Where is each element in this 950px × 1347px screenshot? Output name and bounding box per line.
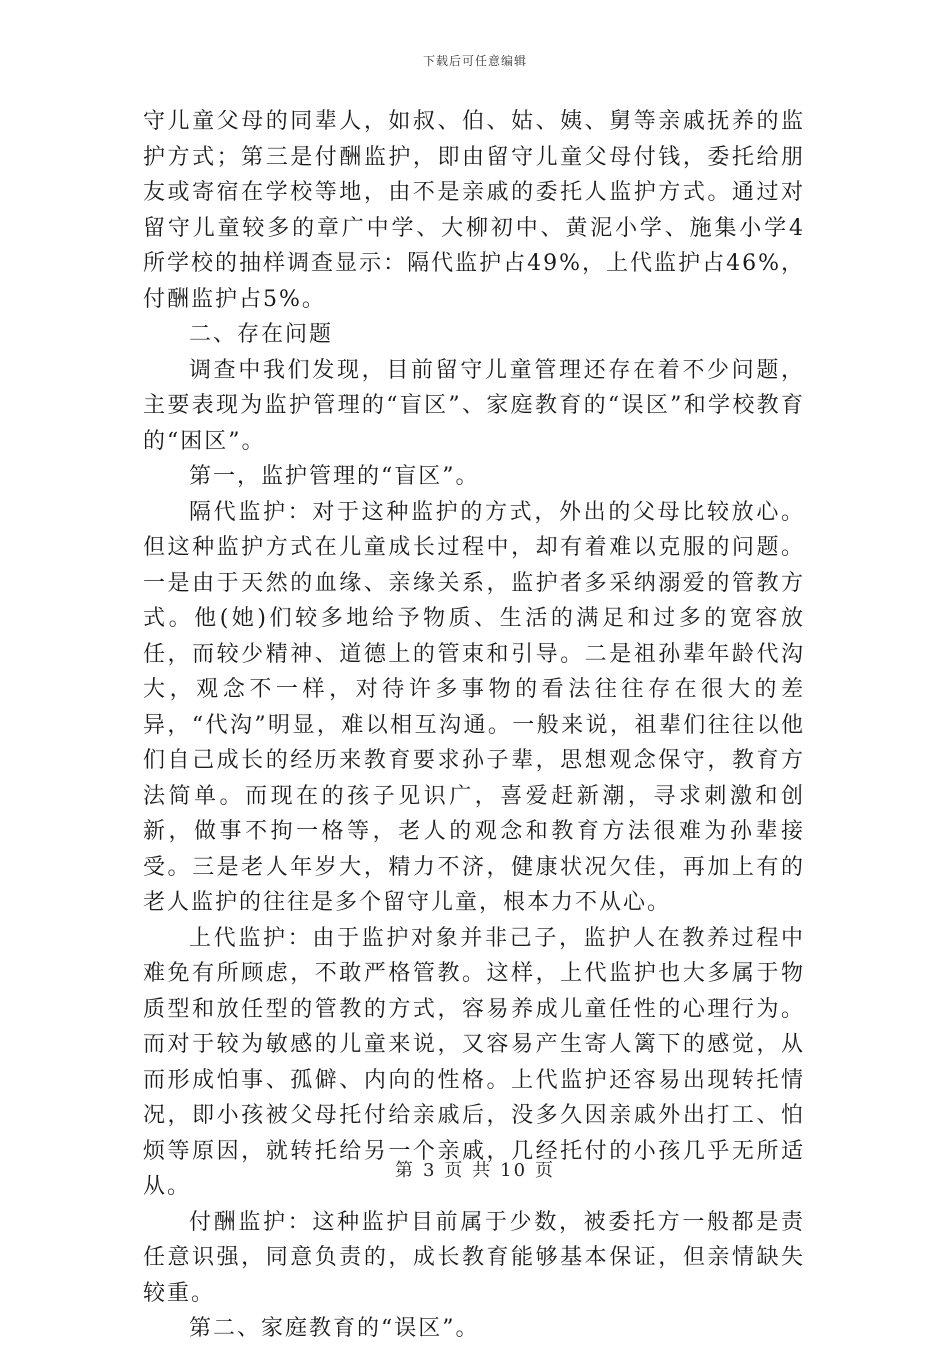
- paragraph-skip-generation-guardianship: 隔代监护：对于这种监护的方式，外出的父母比较放心。但这种监护方式在儿童成长过程中，却有着难以克服的问题。一是由于天然的血缘、亲缘关系，监护者多采纳溺爱的管教方式。他(她)们较多地给予物质、生活的满足和过多的宽容放任，而较少精神、道德上的管束和引导。二是祖孙辈年龄代沟大，观念不一样，对待许多事物的看法往往存在很大的差异，“代沟”明显，难以相互沟通。一般来说，祖辈们往往以他们自己成长的经历来教育要求孙子辈，思想观念保守，教育方法简单。而现在的孩子见识广，喜爱赶新潮，寻求刺激和创新，做事不拘一格等，老人的观念和教育方法很难为孙辈接受。三是老人年岁大，精力不济，健康状况欠佳，再加上有的老人监护的往往是多个留守儿童，根本力不从心。: [143, 499, 805, 915]
- footer-middle: 页 共: [444, 1160, 493, 1181]
- subheading-family-education-misconception: 第二、家庭教育的“误区”。: [189, 1316, 480, 1341]
- total-page-count: 10: [500, 1160, 528, 1181]
- footer-suffix: 页: [535, 1160, 556, 1181]
- paragraph-problems-intro: 调查中我们发现，目前留守儿童管理还存在着不少问题，主要表现为监护管理的“盲区”、家庭教育的“误区”和学校教育的“困区”。: [143, 357, 805, 454]
- subheading-guardianship-blind-zone: 第一，监护管理的“盲区”。: [189, 464, 480, 489]
- page-header: 下载后可任意编辑: [422, 54, 527, 68]
- paragraph-same-generation-guardianship: 上代监护：由于监护对象并非己子，监护人在教养过程中难免有所顾虑，不敢严格管教。这样，上代监护也大多属于物质型和放任型的管教的方式，容易养成儿童任性的心理行为。而对于较为敏感的儿童来说，又容易产生寄人篱下的感觉，从而形成怕事、孤僻、内向的性格。上代监护还容易出现转托情况，即小孩被父母托付给亲戚后，没多久因亲戚外出打工、怕烦等原因，就转托给另一个亲戚，几经托付的小孩几乎无所适从。: [143, 925, 805, 1199]
- paragraph-paid-guardianship: 付酬监护：这种监护目前属于少数，被委托方一般都是责任意识强，同意负责的，成长教育能够基本保证，但亲情缺失较重。: [143, 1209, 805, 1306]
- footer-prefix: 第: [394, 1160, 415, 1181]
- section-heading-problems: 二、存在问题: [189, 322, 334, 347]
- current-page-number: 3: [422, 1160, 437, 1181]
- page-footer: [0, 1156, 950, 1182]
- paragraph-guardianship-types: 守儿童父母的同辈人，如叔、伯、姑、姨、舅等亲戚抚养的监护方式；第三是付酬监护，即由留守儿童父母付钱，委托给朋友或寄宿在学校等地，由不是亲戚的委托人监护方式。通过对留守儿童较多的章广中学、大柳初中、黄泥小学、施集小学4所学校的抽样调查显示：隔代监护占49%，上代监护占46%，付酬监护占5%。: [143, 109, 805, 312]
